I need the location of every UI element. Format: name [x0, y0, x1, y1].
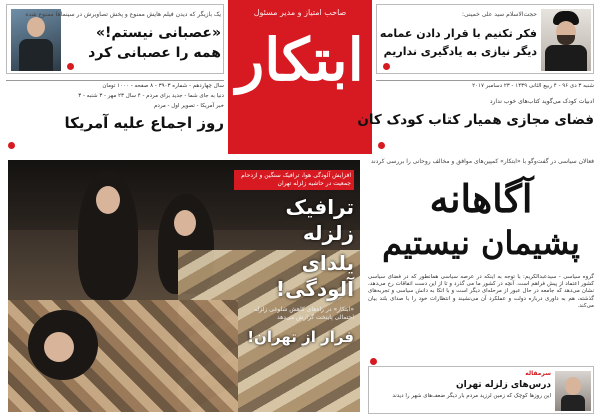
bullet-icon	[378, 142, 385, 149]
issue-info-2: دنیا به جای شما - جدید برای مردم - ۴ سال ۲۳ مهر - ۳ شنبه - ۳	[78, 93, 224, 99]
actor-photo	[11, 9, 61, 71]
column-title: درس‌های زلزله تهران	[455, 380, 551, 390]
bullet-icon	[8, 142, 15, 149]
overlay-kicker: افزایش آلودگی هوا، ترافیک سنگین و ازدحام جمعیت در حاشیه زلزله تهران	[234, 170, 354, 190]
top-left-teaser[interactable]	[6, 4, 224, 74]
cleric-photo	[541, 9, 591, 71]
overlay-title-2: یلدای آلودگی!	[275, 251, 354, 301]
left-headline[interactable]: روز اجماع علیه آمریکا	[64, 114, 224, 132]
main-photo[interactable]	[8, 160, 360, 412]
column-box[interactable]	[368, 366, 594, 414]
lead-title-1: آگاهانه	[429, 176, 533, 221]
left-info-strip	[6, 80, 224, 154]
lead-kicker: فعالان سیاسی در گفت‌وگو با «ابتکار» کمپین‌های موافق و مخالف روحانی را بررسی کردند	[370, 158, 594, 165]
teaser-headline-1: «عصبانی نیستم!»	[95, 25, 221, 41]
lead-body: گروه سیاسی - سیدعبدالکریم: با توجه به اینکه در عرصه سیاسی همانطور که در فضای سیاسی کشور اعتماد از پیش فراهم است. آنچه در کشور ما می گذرد و تا از این دست اتفاقات رخ می‌دهد، نشان می‌دهد که جامعه در حال عبور از مرحله‌ای دیگر است و با اتکا به دانش سیاسی و تجربه‌های گذشته، هم به داوری درباره دولت و عملکرد آن می‌نشیند و انتظارات خود را با صدای بلند بیان می‌کند.	[368, 274, 594, 309]
right-headline[interactable]: فضای مجازی همیار کتاب کودک کان	[357, 112, 594, 128]
teaser-headline-2: همه را عصبانی کرد	[88, 45, 221, 61]
date-line: شنبه ۳ دی ۹۶ - ۴ ربیع الثانی ۱۴۳۹ - ۲۳ دسامبر ۲۰۱۷	[472, 83, 594, 89]
issue-info: سال چهاردهم - شماره ۳۹۰۳ - ۸ صفحه - ۱۰۰۰ تومان	[102, 83, 224, 89]
lead-story[interactable]	[368, 158, 594, 414]
teaser-headline-1: فکر تکنیم با قرار دادن عمامه	[379, 27, 537, 40]
teaser-headline-2: دیگر نیازی به یادگیری نداریم	[383, 45, 537, 58]
bullet-icon	[370, 358, 377, 365]
column-kicker: سرمقاله	[525, 370, 551, 377]
overlay-title-1: ترافیک زلزله	[285, 195, 354, 245]
masthead-subtitle: صاحب امتیاز و مدیر مسئول	[253, 8, 347, 17]
overlay-body: «ابتکار» در راه‌های کاهش شلوغی زلزله احتمالی پایتخت گزارش می‌دهد	[254, 306, 354, 321]
right-info-strip	[357, 80, 594, 154]
columnist-photo	[555, 371, 591, 411]
bullet-icon	[383, 63, 390, 70]
newspaper-logo: ابتکار	[236, 26, 364, 94]
teaser-kicker: حجت‌الاسلام سید علی خمینی:	[462, 11, 537, 18]
lead-title-2: پشیمان نیستیم	[382, 224, 580, 262]
teaser-kicker: یک بازیگر که دیدن فیلم هایش ممنوع و پخش تصاویرش در سینماها ممنوع شده	[25, 11, 221, 18]
masthead	[228, 0, 372, 154]
top-right-teaser[interactable]	[376, 4, 594, 74]
photo-overlay	[234, 170, 354, 346]
right-kicker: ادبیات کودک می‌گوید کتاب‌های خوب ندارد	[489, 98, 594, 105]
issue-info-3: خبر آمریکا - تصویر اول - مردم	[153, 103, 224, 109]
overlay-subtitle: فرار از تهران!	[247, 328, 354, 346]
bullet-icon	[67, 63, 74, 70]
column-body: این روزها کوچک که زمین لرزید مردم بار دیگر ضعف‌های شهر را دیدند	[392, 393, 551, 399]
